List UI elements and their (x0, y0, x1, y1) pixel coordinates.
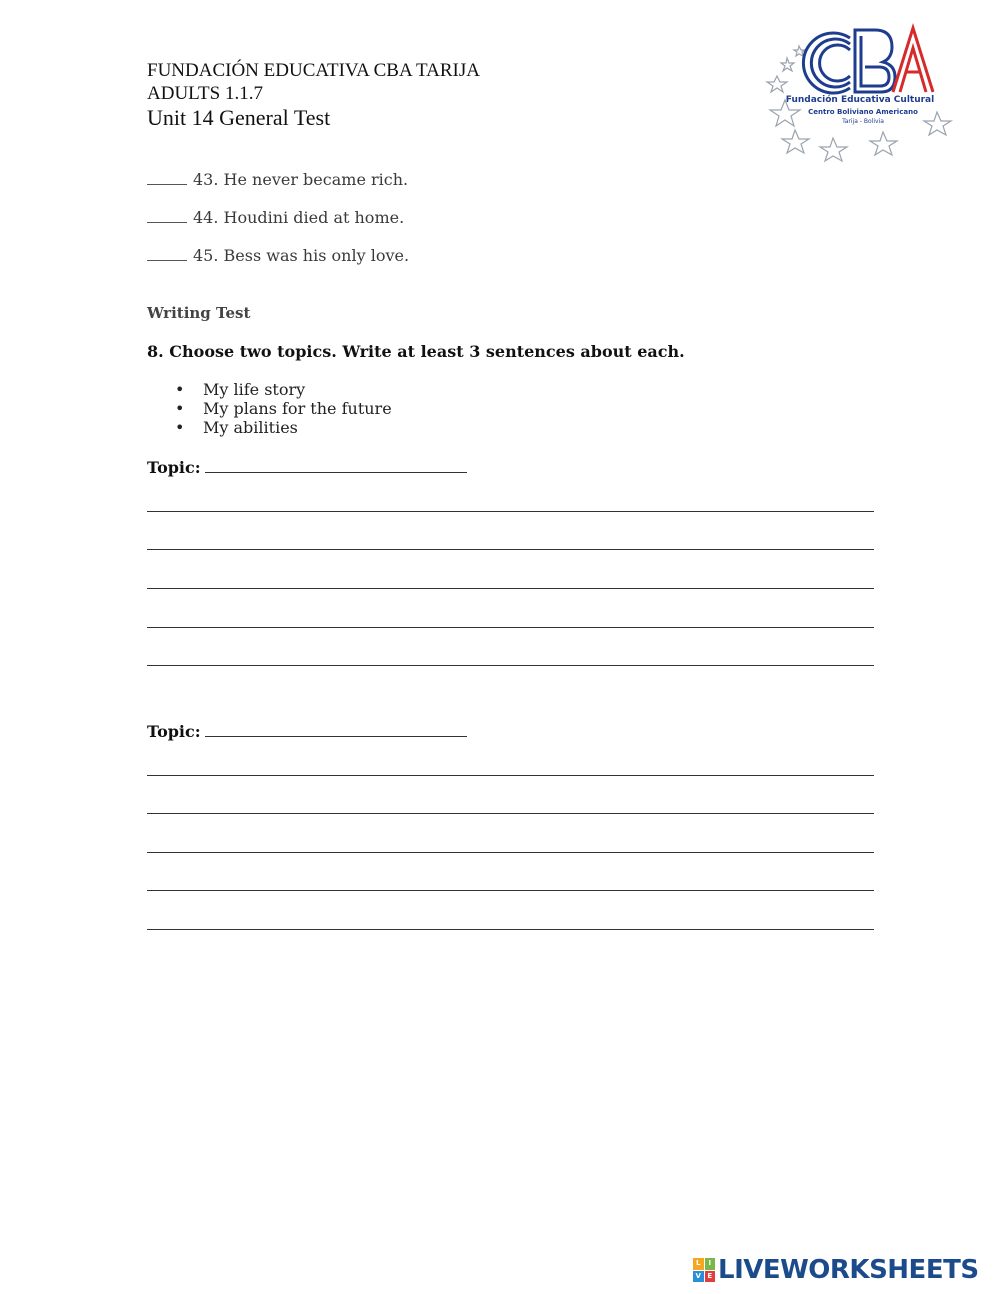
topic-1-field[interactable] (205, 471, 467, 473)
topic-list (147, 380, 392, 437)
bullet: • (175, 418, 185, 437)
statement-text: 45. Bess was his only love. (193, 246, 410, 265)
true-false-item (147, 246, 409, 265)
writing-line-1-3[interactable] (147, 588, 874, 589)
writing-line-1-2[interactable] (147, 549, 874, 550)
bullet: • (175, 399, 185, 418)
topic-2-label: Topic: (147, 722, 467, 741)
writing-line-2-3[interactable] (147, 852, 874, 853)
liveworksheets-badge-icon: L I V E (693, 1258, 715, 1282)
writing-line-2-2[interactable] (147, 813, 874, 814)
logo-line-1: Fundación Educativa Cultural (785, 95, 935, 105)
liveworksheets-logo (693, 1255, 979, 1285)
writing-task-instruction: 8. Choose two topics. Write at least 3 sentences about each. (147, 342, 685, 361)
writing-line-2-4[interactable] (147, 890, 874, 891)
cba-logo (755, 20, 970, 170)
topic-1-label: Topic: (147, 458, 467, 477)
writing-line-2-1[interactable] (147, 775, 874, 776)
list-item: • My abilities (175, 418, 298, 437)
liveworksheets-brand: LIVEWORKSHEETS (718, 1255, 979, 1285)
logo-line-2: Centro Boliviano Americano (808, 108, 918, 116)
writing-line-1-4[interactable] (147, 627, 874, 628)
statement-text: 44. Houdini died at home. (193, 208, 405, 227)
writing-line-1-5[interactable] (147, 665, 874, 666)
list-item: • My life story (175, 380, 306, 399)
answer-blank[interactable] (147, 183, 187, 185)
topic-2-field[interactable] (205, 735, 467, 737)
true-false-item (147, 208, 404, 227)
statement-text: 43. He never became rich. (193, 170, 409, 189)
course-level: ADULTS 1.1.7 (147, 83, 263, 104)
organization-name: FUNDACIÓN EDUCATIVA CBA TARIJA (147, 60, 480, 81)
page-title: Unit 14 General Test (147, 105, 331, 130)
bullet: • (175, 380, 185, 399)
writing-line-1-1[interactable] (147, 511, 874, 512)
answer-blank[interactable] (147, 221, 187, 223)
writing-line-2-5[interactable] (147, 929, 874, 930)
answer-blank[interactable] (147, 259, 187, 261)
logo-line-3: Tarija - Bolivia (842, 118, 884, 125)
true-false-item (147, 170, 408, 189)
list-item: • My plans for the future (175, 399, 392, 418)
writing-test-heading: Writing Test (147, 304, 251, 322)
